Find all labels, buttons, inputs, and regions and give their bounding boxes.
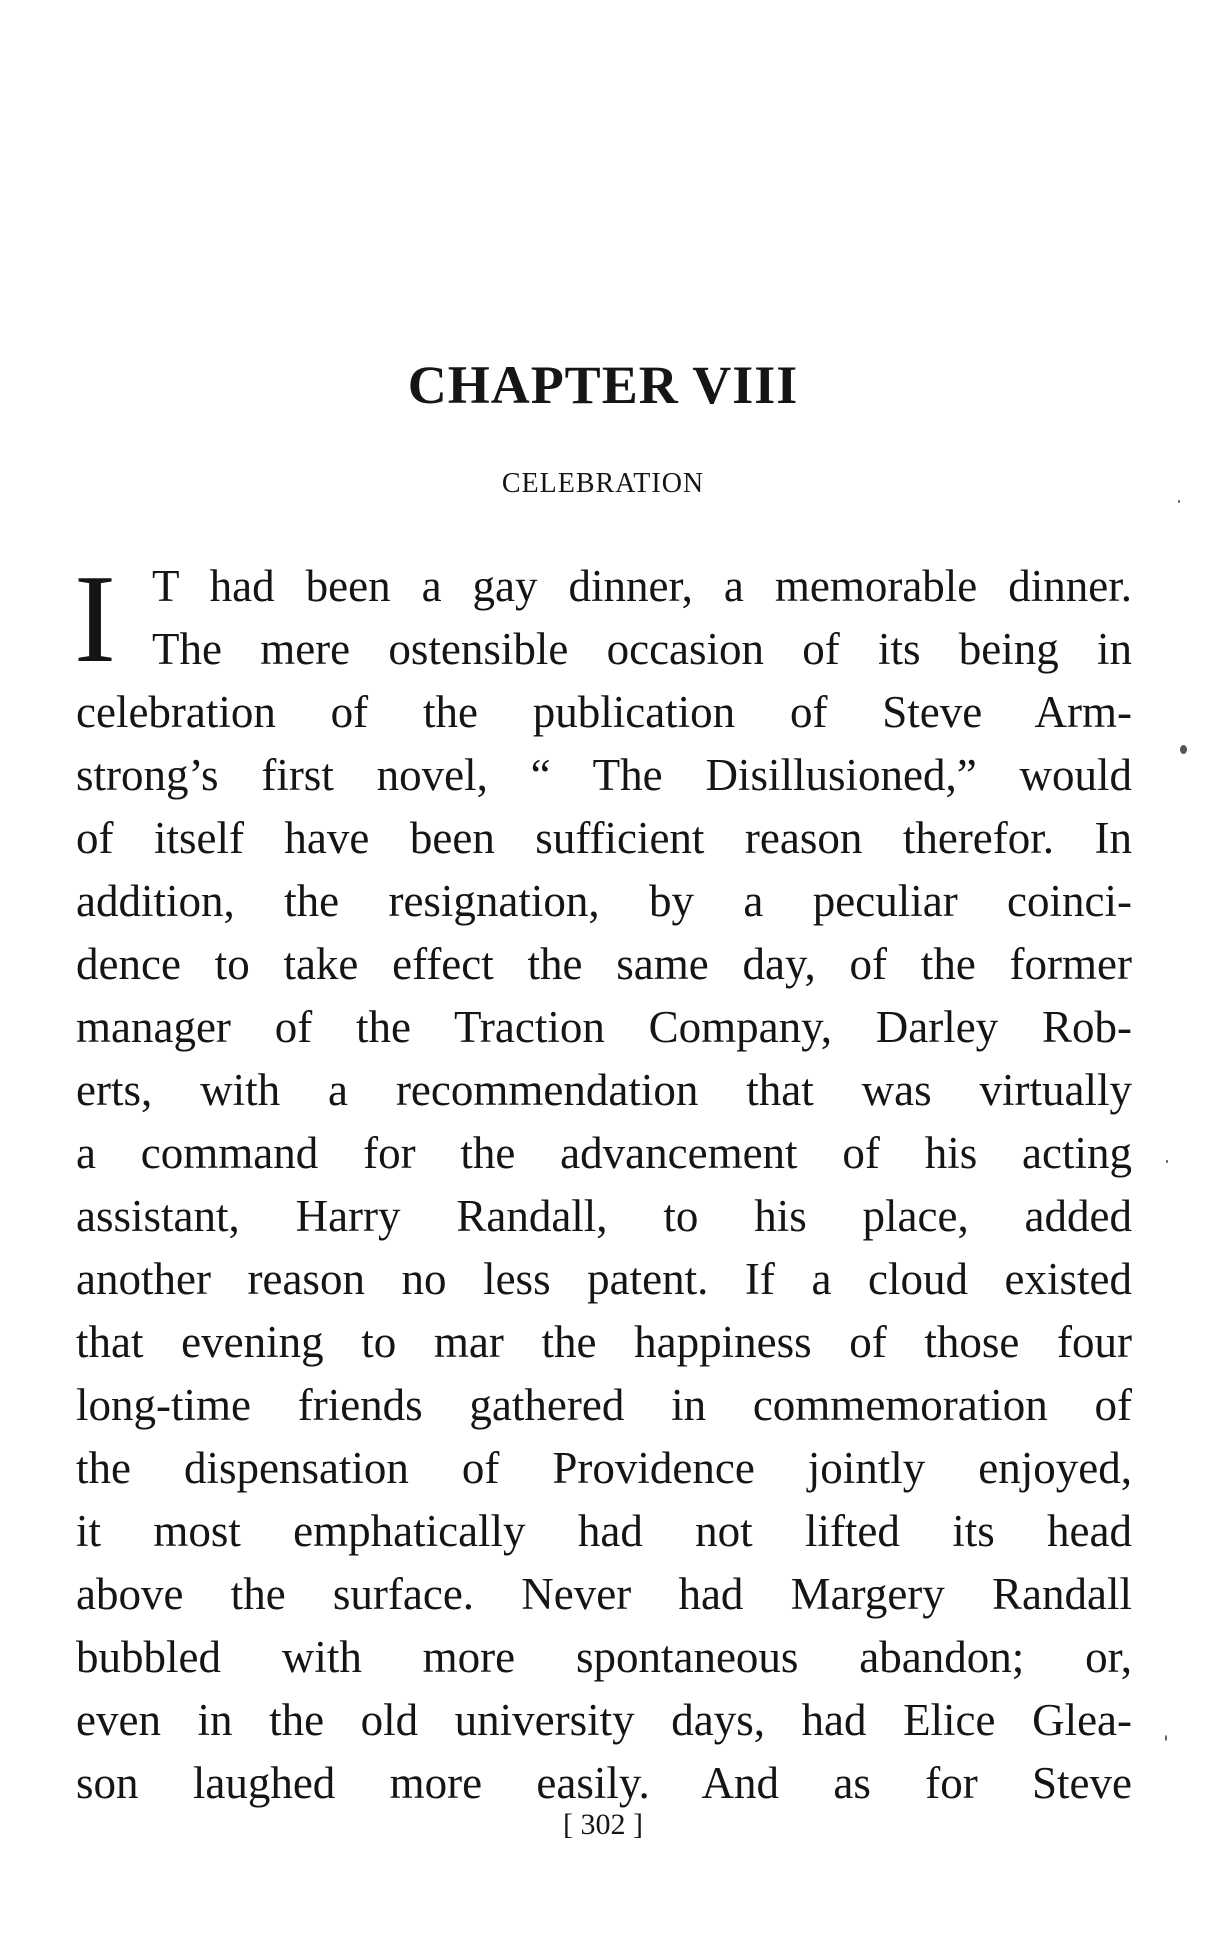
scan-speck — [1165, 1735, 1167, 1741]
text-line: bubbled with more spontaneous abandon; or, — [76, 1632, 1132, 1682]
text-line: above the surface. Never had Margery Randall — [76, 1569, 1132, 1619]
text-line: dence to take effect the same day, of the former — [76, 939, 1132, 989]
text-line: addition, the resignation, by a peculiar coinci- — [76, 876, 1132, 926]
text-line: strong’s first novel, “ The Disillusioned,” would — [76, 750, 1132, 800]
text-line: another reason no less patent. If a cloud existed — [76, 1254, 1132, 1304]
text-line: of itself have been sufficient reason therefor. In — [76, 813, 1132, 863]
text-line: manager of the Traction Company, Darley Rob- — [76, 1002, 1132, 1052]
text-line: it most emphatically had not lifted its head — [76, 1506, 1132, 1556]
text-line: long-time friends gathered in commemoration of — [76, 1380, 1132, 1430]
chapter-subtitle: CELEBRATION — [501, 468, 705, 499]
text-line: erts, with a recommendation that was virtually — [76, 1065, 1132, 1115]
scan-speck — [1180, 745, 1187, 754]
text-line: a command for the advancement of his acting — [76, 1128, 1132, 1178]
body-text — [74, 550, 1132, 1815]
text-line: assistant, Harry Randall, to his place, added — [76, 1191, 1132, 1241]
text-line: even in the old university days, had Elice Glea- — [76, 1695, 1132, 1745]
text-line: The mere ostensible occasion of its being in — [152, 624, 1132, 674]
text-line-content: T had been a gay dinner, a memorable dinner. — [152, 561, 1132, 611]
page-number: [ 302 ] — [563, 1808, 643, 1841]
chapter-title: CHAPTER VIII — [407, 355, 799, 415]
text-line: celebration of the publication of Steve Arm- — [76, 687, 1132, 737]
scan-speck — [1178, 500, 1180, 503]
scan-speck — [1166, 1160, 1168, 1163]
drop-cap: I — [74, 550, 116, 689]
text-line: the dispensation of Providence jointly enjoyed, — [76, 1443, 1132, 1493]
text-line: that evening to mar the happiness of those four — [76, 1317, 1132, 1367]
text-line: son laughed more easily. And as for Steve — [76, 1758, 1132, 1808]
